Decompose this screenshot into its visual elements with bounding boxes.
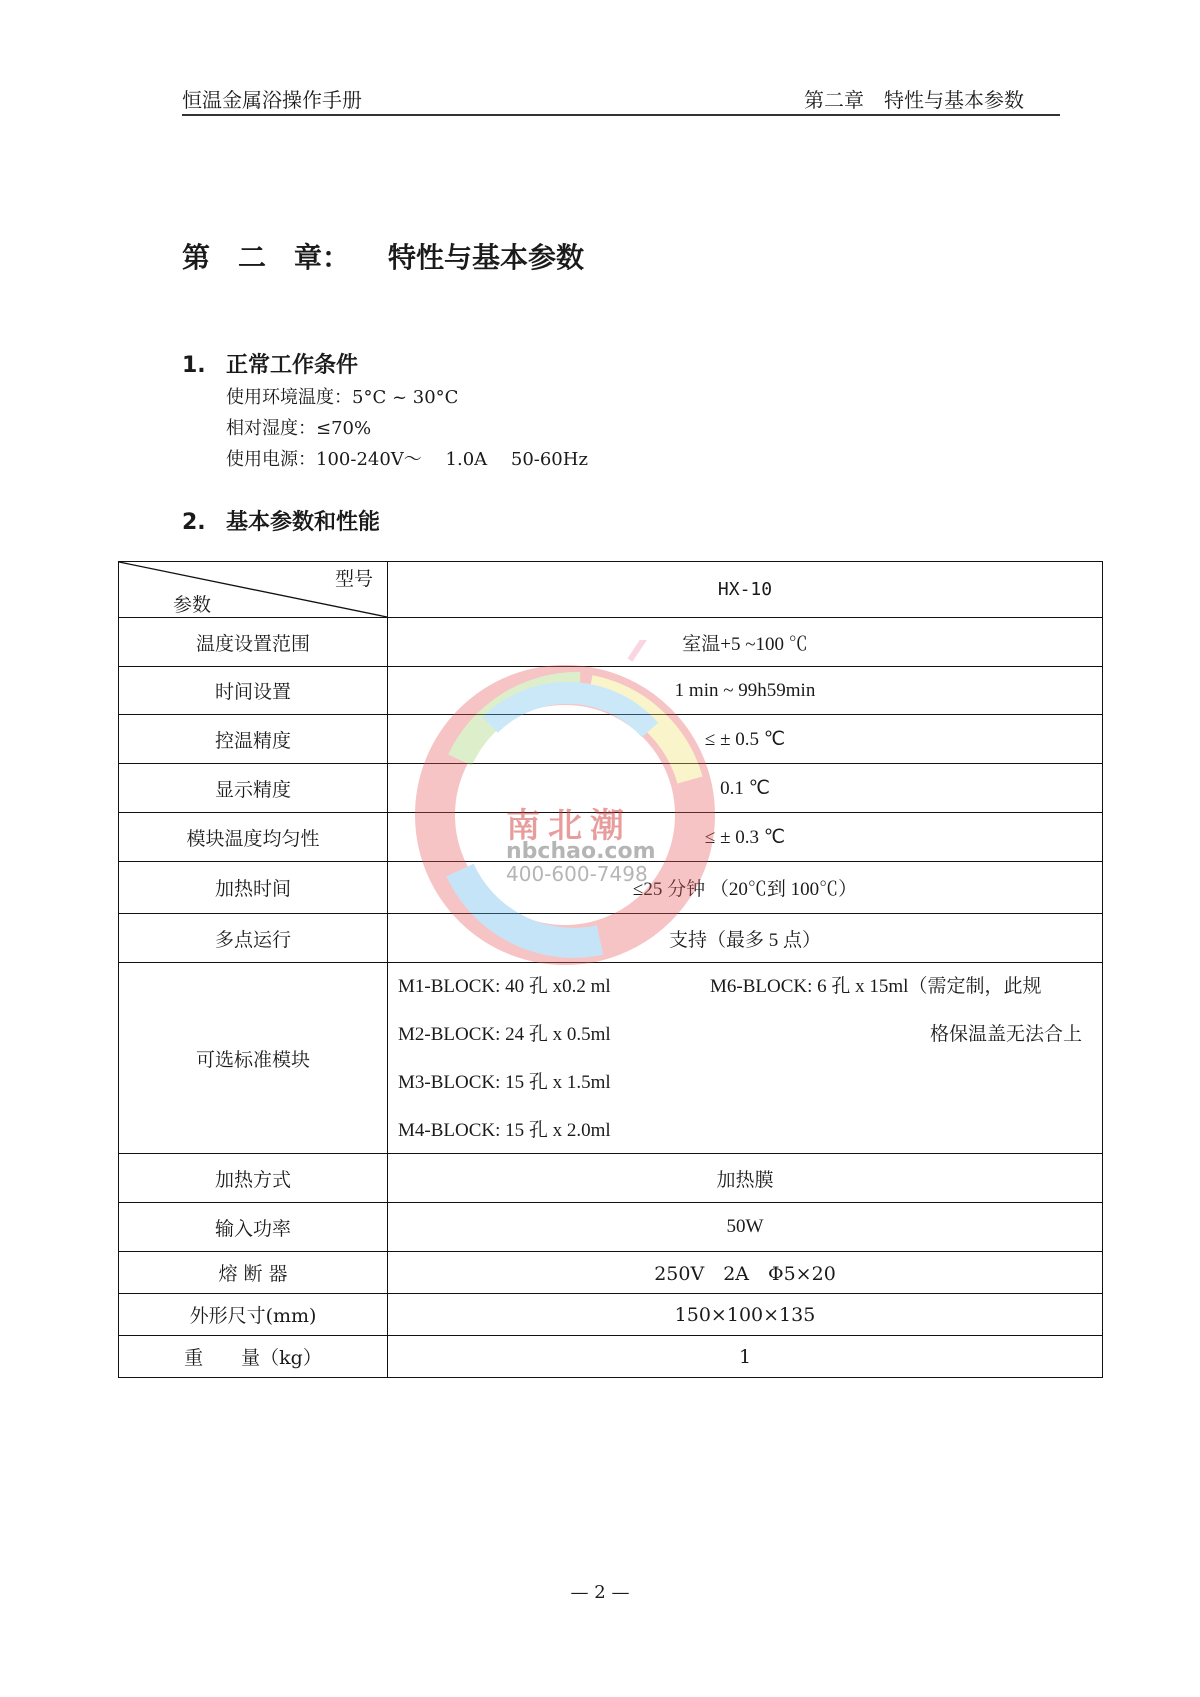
header-divider	[182, 114, 1060, 116]
module-item: M4-BLOCK: 15 孔 x 2.0ml	[398, 1120, 611, 1141]
corner-model-label: 型号	[334, 568, 373, 590]
param-label: 加热时间	[119, 862, 388, 914]
param-value: ≤ ± 0.5 ℃	[388, 715, 1103, 764]
page-number: — 2 —	[570, 1582, 630, 1603]
table-row	[119, 667, 1103, 715]
module-item-m6-note: 格保温盖无法合上	[929, 1023, 1082, 1045]
chapter-name: 特性与基本参数	[388, 241, 585, 274]
table-row	[119, 1252, 1103, 1294]
model-name-cell: HX-10	[388, 562, 1103, 618]
param-label: 控温精度	[119, 715, 388, 764]
param-value: ≤ ± 0.3 ℃	[388, 813, 1103, 862]
watermark-text	[506, 806, 656, 886]
running-header-title: 恒温金属浴操作手册	[182, 88, 362, 112]
corner-header-cell	[119, 562, 388, 618]
param-value: 50W	[388, 1203, 1103, 1252]
corner-param-label: 参数	[173, 594, 212, 616]
param-value: 1	[388, 1336, 1103, 1378]
condition-power: 使用电源：100-240V～ 1.0A 50-60Hz	[226, 449, 588, 470]
param-label: 外形尺寸(mm)	[119, 1294, 388, 1336]
chapter-title	[182, 236, 584, 276]
param-value: 250V 2A Φ5×20	[388, 1252, 1103, 1294]
param-label: 显示精度	[119, 764, 388, 813]
module-item-m6: M6-BLOCK: 6 孔 x 15ml（需定制，此规	[710, 976, 1042, 997]
param-value: 1 min ~ 99h59min	[388, 667, 1103, 715]
param-label: 温度设置范围	[119, 618, 388, 667]
chapter-prefix: 第 二 章：	[182, 241, 351, 274]
module-item: M1-BLOCK: 40 孔 x0.2 ml	[398, 976, 611, 997]
section-number: 2.	[182, 510, 206, 535]
param-value: 150×100×135	[388, 1294, 1103, 1336]
param-label: 时间设置	[119, 667, 388, 715]
running-header-chapter: 第二章 特性与基本参数	[804, 88, 1024, 112]
param-label: 熔 断 器	[119, 1252, 388, 1294]
table-row	[119, 1203, 1103, 1252]
param-value: ≤25 分钟 （20℃到 100℃）	[388, 862, 1103, 914]
modules-cell	[388, 963, 1103, 1154]
watermark-brand: 南北潮	[506, 806, 632, 846]
module-item: M2-BLOCK: 24 孔 x 0.5ml	[398, 1024, 611, 1045]
table-row	[119, 914, 1103, 963]
param-label: 可选标准模块	[119, 963, 388, 1154]
table-row	[119, 1154, 1103, 1203]
param-value: 室温+5 ~100 ℃	[388, 618, 1103, 667]
table-row-modules	[119, 963, 1103, 1154]
param-value: 加热膜	[388, 1154, 1103, 1203]
param-value: 0.1 ℃	[388, 764, 1103, 813]
table-row	[119, 715, 1103, 764]
table-header-row	[119, 562, 1103, 618]
section-heading-1	[182, 348, 358, 379]
param-value: 支持（最多 5 点）	[388, 914, 1103, 963]
param-label: 重 量（kg）	[119, 1336, 388, 1378]
param-label: 多点运行	[119, 914, 388, 963]
table-row	[119, 1294, 1103, 1336]
spec-table	[118, 561, 1103, 1378]
param-label: 模块温度均匀性	[119, 813, 388, 862]
condition-temperature: 使用环境温度：5°C ~ 30°C	[226, 387, 459, 408]
watermark-phone: 400-600-7498	[506, 862, 648, 886]
watermark-site: nbchao.com	[506, 839, 656, 864]
condition-humidity: 相对湿度：≤70%	[226, 418, 372, 439]
table-row	[119, 1336, 1103, 1378]
section-title: 正常工作条件	[226, 353, 359, 378]
param-label: 加热方式	[119, 1154, 388, 1203]
section-heading-2	[182, 505, 380, 536]
section-title: 基本参数和性能	[226, 510, 381, 535]
param-label: 输入功率	[119, 1203, 388, 1252]
table-row	[119, 618, 1103, 667]
module-item: M3-BLOCK: 15 孔 x 1.5ml	[398, 1072, 611, 1093]
section-number: 1.	[182, 353, 206, 378]
